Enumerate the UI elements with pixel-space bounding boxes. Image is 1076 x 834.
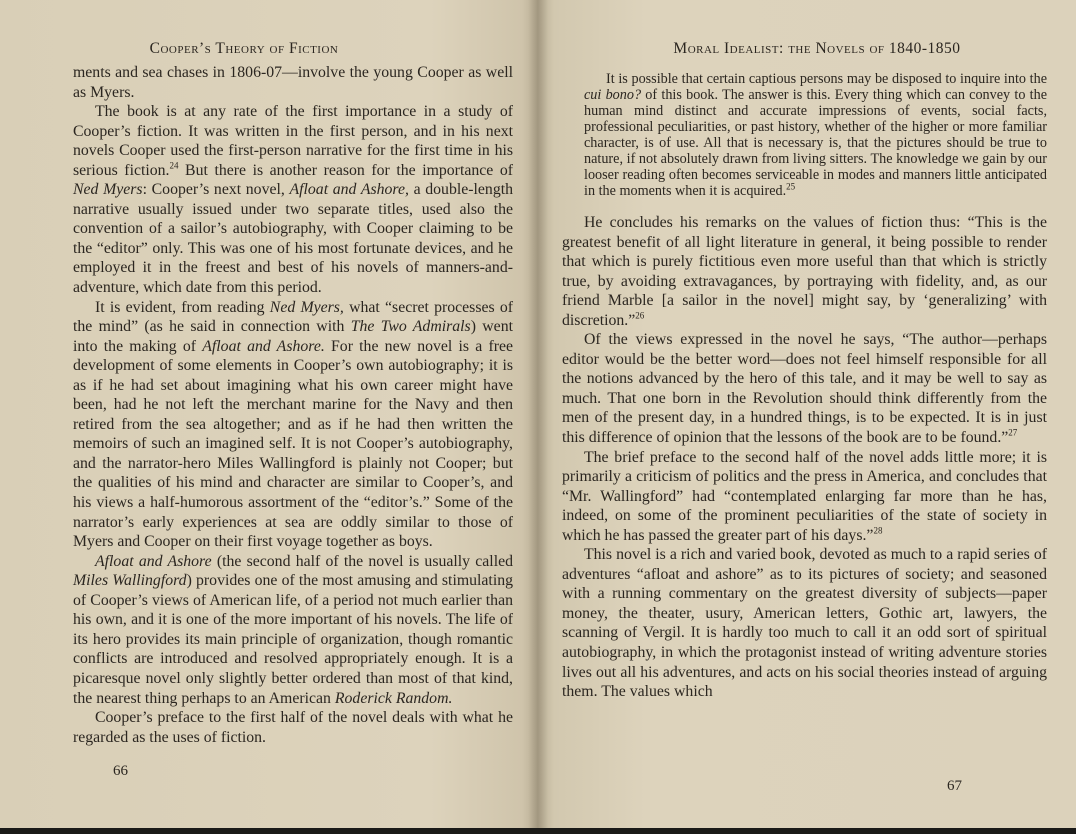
paragraph: Cooper’s preface to the first half of the novel deals with what he regarded as the uses of fiction. (73, 709, 513, 746)
paragraph: The brief preface to the second half of the novel adds little more; it is primarily a criticism of politics and the press in America, and concludes that “Mr. Wallingford” had “contemplated enlarging far more than he has, indeed, on some of the prominent peculiarities of the state of society in which he has passed the greater part of his days.”$^{28}$ (562, 448, 1047, 544)
paragraph: The book is at any rate of the first importance in a study of Cooper’s fiction. It was written in the first person, and in his next novels Cooper used the first-person narrative for the first time in his serious fiction.$^{24}$ But there is another reason for the importance of Ned Myers: Cooper’s next novel, Afloat and Ashore, a double-length narrative usually issued under two separate titles, used also the convention of a sailor’s autobiography, with Cooper claiming to be the “editor” only. This was one of his most fortunate devices, and he employed it in the freest and best of his novels of manners-and-adventure, which date from this period. (73, 103, 513, 297)
paragraph: This novel is a rich and varied book, devoted as much to a rapid series of adventures “afloat and ashore” as to its pictures of society; and seasoned with a running commentary on the greatest diversity of subjects—paper money, the theater, usury, American letters, Gothic art, lawyers, the scanning of Vergil. It is hardly too much to call it an odd sort of spiritual autobiography, in which the protagonist instead of writing adventure stories lives out all his adventures, and acts on his social theories instead of arguing them. The values which (562, 546, 1047, 701)
paragraph: He concludes his remarks on the values of fiction thus: “This is the greatest benefit of all light literature in general, it being possible to render that which is purely fictitious even more useful than that which is strictly true, by avoiding extravagances, by portraying with fidelity, and, as our friend Marble [a sailor in the novel] might say, by ‘generalizing’ with discretion.”$^{26}$ (562, 214, 1047, 329)
left-page (0, 0, 538, 828)
running-head: Moral Idealist: the Novels of 1840-1850 (673, 40, 961, 57)
paragraph: It is evident, from reading Ned Myers, what “secret processes of the mind” (as he said in connection with The Two Admirals) went into the making of Afloat and Ashore. For the new novel is a free development of some elements in Cooper’s own autobiography; it is as if he had set about imagining what his own career might have been, had he not left the merchant marine for the Navy and then retired from the sea altogether; and as if he had then written the memoirs of such an imagined self. It is not Cooper’s autobiography, and the narrator-hero Miles Wallingford is plainly not Cooper; but the qualities of his mind and character are similar to Cooper’s, and his views a half-humorous assortment of the “editor’s.” Some of the narrator’s early experiences at sea are oddly similar to those of Myers and Cooper on their first voyage together as boys. (73, 298, 513, 551)
running-head: Cooper’s Theory of Fiction (149, 40, 339, 57)
body-text (562, 71, 1047, 702)
page-number: 66 (113, 763, 128, 779)
right-page (538, 0, 1076, 828)
page-number: 67 (947, 778, 962, 794)
paragraph: Of the views expressed in the novel he says, “The author—perhaps editor would be the better word—does not feel himself responsible for all the notions advanced by the hero of this tale, and it may be well to say as much. That one born in the Revolution should think differently from the men of the present day, in a hundred things, is to be expected. It is in just this difference of opinion that the lessons of the book are to be found.”$^{27}$ (562, 331, 1047, 447)
paragraph: Afloat and Ashore (the second half of the novel is usually called Miles Wallingford) provides one of the most amusing and stimulating of Cooper’s views of American life, of a period not much earlier than his own, and it is one of the more important of his novels. The life of its hero provides its main principle of organization, though romantic conflicts are introduced and resolved appropriately enough. It is a picaresque novel only slightly better ordered than most of that kind, the nearest thing perhaps to an American Roderick Random. (73, 552, 513, 707)
block-quote: It is possible that certain captious persons may be disposed to inquire into the cui bono? of this book. The answer is this. Every thing which can convey to the human mind distinct and accurate impressions of events, social facts, professional peculiarities, or past history, whether of the higher or more familiar character, is of use. All that is necessary is, that the pictures should be true to nature, if not absolutely drawn from living sitters. The knowledge we gain by our looser reading often becomes serviceable in modes and manners little anticipated in the moments when it is acquired.$^{25}$ (584, 71, 1047, 199)
paragraph: ments and sea chases in 1806-07—involve the young Cooper as well as Myers. (73, 64, 513, 101)
body-text (73, 63, 513, 747)
bottom-edge (0, 828, 1076, 834)
gutter-shadow (528, 0, 548, 828)
